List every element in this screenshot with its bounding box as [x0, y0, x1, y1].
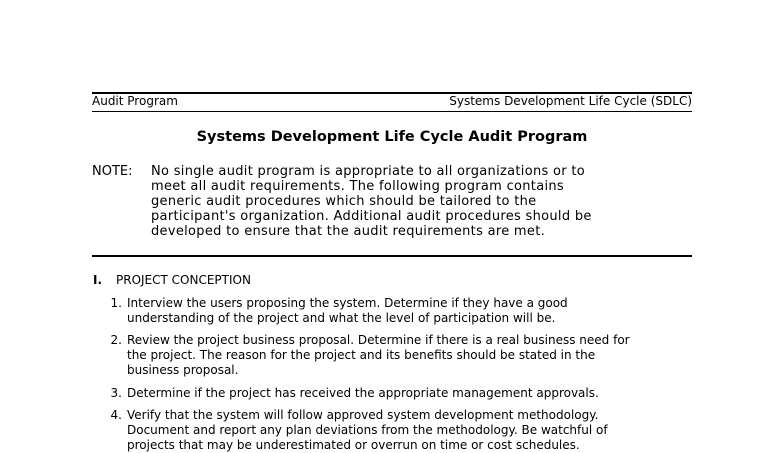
item-number: 3. [110, 386, 122, 400]
item-text-line: Determine if the project has received the appropriate management approvals. [127, 386, 599, 400]
note-line: meet all audit requirements. The following program contains [151, 179, 564, 194]
note-label: NOTE: [92, 164, 133, 179]
header-right-text: Systems Development Life Cycle (SDLC) [449, 94, 692, 108]
note-line: No single audit program is appropriate to all organizations or to [151, 164, 585, 179]
document-title: Systems Development Life Cycle Audit Program [196, 129, 588, 145]
section-title: PROJECT CONCEPTION [116, 273, 251, 287]
item-number: 4. [110, 408, 122, 422]
item-text-line: Interview the users proposing the system. Determine if they have a good [127, 296, 568, 310]
item-text-line: the project. The reason for the project and its benefits should be stated in the [127, 348, 596, 362]
item-text-line: Verify that the system will follow approved system development methodology. [127, 408, 599, 422]
item-number: 2. [110, 333, 122, 347]
note-line: participant's organization. Additional audit procedures should be [151, 209, 592, 224]
item-text-line: Document and report any plan deviations from the methodology. Be watchful of [127, 423, 608, 437]
section-divider [92, 255, 692, 257]
item-text-line: projects that may be underestimated or overrun on time or cost schedules. [127, 438, 580, 452]
section-number: I. [93, 273, 103, 287]
note-line: generic audit procedures which should be tailored to the [151, 194, 537, 209]
item-text-line: understanding of the project and what the level of participation will be. [127, 311, 556, 325]
item-number: 1. [110, 296, 122, 310]
header-bottom-rule [92, 111, 692, 112]
note-line: developed to ensure that the audit requirements are met. [151, 224, 546, 239]
item-text-line: Review the project business proposal. Determine if there is a real business need for [127, 333, 630, 347]
header-left-text: Audit Program [92, 94, 178, 108]
item-text-line: business proposal. [127, 363, 239, 377]
